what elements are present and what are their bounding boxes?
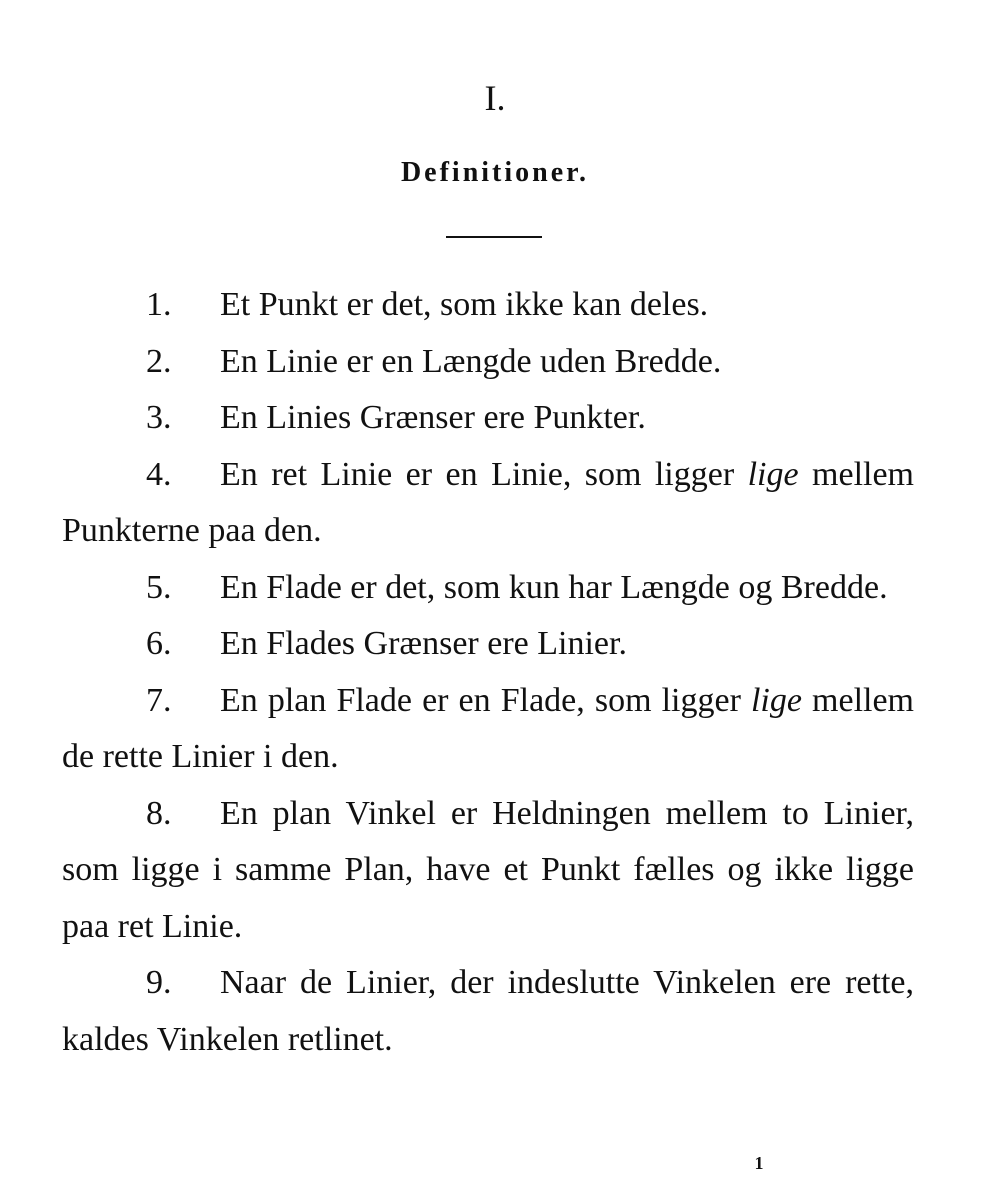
definition-item [62,447,914,560]
definition-number: 8. [146,794,172,832]
definition-text: En ret Linie er en Linie, som ligger [220,455,748,493]
definition-item [62,334,914,391]
definition-text: En plan Vinkel er Heldningen mellem to Linier, som ligge i samme Plan, have et Punkt fælles og ikke ligge paa ret Linie. [62,794,914,945]
definition-number: 1. [146,286,172,323]
definition-text: En Flades Grænser ere Linier. [220,625,627,662]
definitions-list [62,277,914,1068]
definition-text: En Linie er en Længde uden Bredde. [220,342,722,380]
definition-number: 3. [146,399,172,436]
definition-number: 6. [146,625,172,662]
definition-emphasis: lige [747,455,799,493]
definition-text: En plan Flade er en Flade, som ligger [220,681,751,719]
definition-number: 4. [146,455,172,493]
definition-item [62,560,914,617]
definition-item [62,955,914,1068]
definition-item [62,673,914,786]
definition-text: Et Punkt er det, som ikke kan deles. [220,286,709,323]
definition-text: mellem de rette Linier i den. [62,681,914,775]
page-number: 1 [754,1153,764,1173]
definition-number: 9. [146,964,172,1001]
definition-item [62,390,914,447]
definition-emphasis: lige [750,681,802,719]
definition-number: 5. [146,568,172,606]
definition-number: 2. [146,342,172,380]
definition-item [62,616,914,673]
definition-text: Naar de Linier, der indeslutte Vinkelen ere rette, kaldes Vinkelen retlinet. [62,964,914,1058]
definition-text: En Flade er det, som kun har Længde og Bredde. [220,568,888,606]
title-divider [446,236,542,238]
definition-number: 7. [146,681,172,719]
chapter-number: I. [484,78,506,118]
chapter-title: Definitioner. [400,157,590,188]
definition-item [62,786,914,956]
definition-text: mellem Punkterne paa den. [62,455,914,549]
definition-text: En Linies Grænser ere Punkter. [220,399,646,436]
definition-item [62,277,914,334]
